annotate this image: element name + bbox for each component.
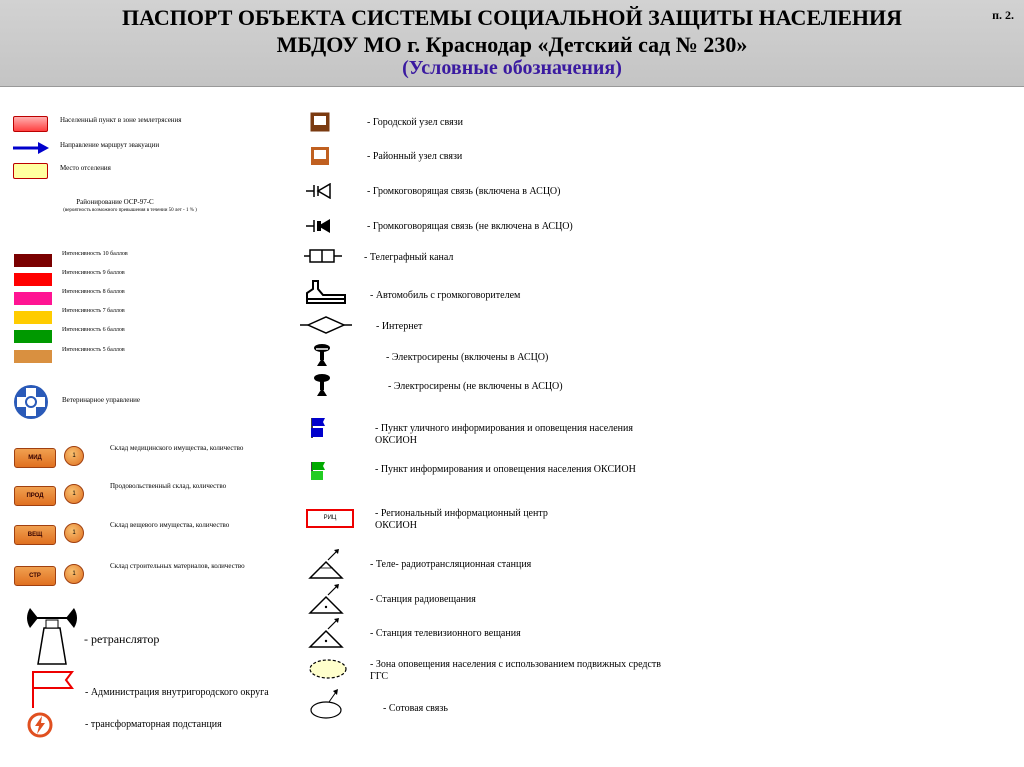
ric-label-2: ОКСИОН <box>375 520 417 531</box>
car-loudspeaker-icon <box>303 279 349 305</box>
warehouse-code-badge: СТР <box>14 566 56 586</box>
city-node-label: - Городской узел связи <box>367 117 463 128</box>
veterinary-label: Ветеринарное управление <box>62 396 140 404</box>
ric-label-1: - Региональный информационный центр <box>375 508 548 519</box>
intensity-swatch-icon <box>14 350 52 363</box>
admin-flag-icon <box>30 670 74 710</box>
siren-in-icon <box>313 343 331 367</box>
internet-label: - Интернет <box>376 321 423 332</box>
intensity-swatch-icon <box>14 311 52 324</box>
evac-arrow-icon <box>12 141 50 155</box>
settlement-label: Населенный пункт в зоне землетрясения <box>60 116 182 124</box>
radio-station-icon <box>306 583 344 615</box>
settlement-swatch-icon <box>13 116 48 132</box>
loudspeaker-out-icon <box>306 218 336 234</box>
page-number: п. 2. <box>992 8 1014 22</box>
telegraph-icon <box>304 249 344 263</box>
info-point-label: - Пункт информирования и оповещения населения ОКСИОН <box>375 464 636 475</box>
zone-label-1: - Зона оповещения населения с использованием подвижных средств <box>370 659 662 670</box>
loudspeaker-out-label: - Громкоговорящая связь (не включена в АСЦО) <box>367 221 573 232</box>
zoning-subtitle: (вероятность возможного превышения в течении 50 лет - 1 % ) <box>63 208 197 213</box>
street-point-flag-icon <box>309 416 337 440</box>
zone-label-2: ГГС <box>370 671 389 682</box>
warehouse-count-badge: 1 <box>64 484 84 504</box>
resettle-swatch-icon <box>13 163 48 179</box>
title-line-3: (Условные обозначения) <box>402 57 622 79</box>
intensity-label: Интенсивность 9 баллов <box>62 270 125 276</box>
warehouse-label: Продовольственный склад, количество <box>110 482 227 490</box>
warehouse-code-badge: МИД <box>14 448 56 468</box>
relay-label: - ретранслятор <box>84 632 160 646</box>
warehouse-count-badge: 1 <box>64 523 84 543</box>
veterinary-icon <box>13 384 49 420</box>
tv-radio-label: - Теле- радиотрансляционная станция <box>370 559 532 570</box>
mobile-alert-zone-icon <box>308 658 348 680</box>
district-node-label: - Районный узел связи <box>367 151 463 162</box>
radio-station-label: - Станция радиовещания <box>370 594 476 605</box>
title-line-2: МБДОУ МО г. Краснодар «Детский сад № 230» <box>276 32 748 57</box>
header-bar <box>0 0 1024 87</box>
substation-icon <box>27 712 53 738</box>
warehouse-code-badge: ПРОД <box>14 486 56 506</box>
title-line-1: ПАСПОРТ ОБЪЕКТА СИСТЕМЫ СОЦИАЛЬНОЙ ЗАЩИТЫ НАСЕЛЕНИЯ <box>121 5 903 30</box>
warehouse-label: Склад строительных материалов, количество <box>110 562 245 570</box>
loudspeaker-in-label: - Громкоговорящая связь (включена в АСЦО) <box>367 186 561 197</box>
intensity-swatch-icon <box>14 254 52 267</box>
siren-out-label: - Электросирены (не включены в АСЦО) <box>388 381 563 392</box>
street-point-label-1: - Пункт уличного информирования и оповещения населения <box>375 423 633 434</box>
district-node-icon <box>310 146 330 166</box>
car-loudspeaker-label: - Автомобиль с громкоговорителем <box>370 290 521 301</box>
warehouse-count-badge: 1 <box>64 446 84 466</box>
intensity-swatch-icon <box>14 273 52 286</box>
siren-in-label: - Электросирены (включены в АСЦО) <box>386 352 549 363</box>
relay-icon <box>24 606 80 666</box>
warehouse-label: Склад вещевого имущества, количество <box>110 521 230 529</box>
intensity-label: Интенсивность 5 баллов <box>62 347 125 353</box>
intensity-label: Интенсивность 10 баллов <box>62 251 128 257</box>
tv-station-icon <box>306 617 344 649</box>
warehouse-code-badge: ВЕЩ <box>14 525 56 545</box>
intensity-swatch-icon <box>14 292 52 305</box>
resettle-label: Место отселения <box>60 164 111 172</box>
siren-out-icon <box>313 373 331 397</box>
info-point-flag-icon <box>309 460 337 482</box>
warehouse-count-badge: 1 <box>64 564 84 584</box>
intensity-label: Интенсивность 6 баллов <box>62 327 125 333</box>
internet-icon <box>300 315 352 335</box>
ric-box-icon: РИЦ <box>306 509 354 528</box>
evac-route-label: Направление маршрут эвакуации <box>60 141 160 149</box>
telegraph-label: - Телеграфный канал <box>364 252 454 263</box>
tv-station-label: - Станция телевизионного вещания <box>370 628 521 639</box>
intensity-swatch-icon <box>14 330 52 343</box>
city-node-icon <box>310 112 330 132</box>
cellular-icon <box>309 686 345 720</box>
street-point-label-2: ОКСИОН <box>375 435 417 446</box>
admin-label: - Администрация внутригородского округа <box>85 687 269 698</box>
substation-label: - трансформаторная подстанция <box>85 719 222 730</box>
cellular-label: - Сотовая связь <box>383 703 448 714</box>
intensity-label: Интенсивность 7 баллов <box>62 308 125 314</box>
intensity-label: Интенсивность 8 баллов <box>62 289 125 295</box>
tv-radio-station-icon <box>306 548 344 580</box>
loudspeaker-in-icon <box>306 183 336 199</box>
warehouse-label: Склад медицинского имущества, количество <box>110 444 244 452</box>
zoning-title: Районирование ОСР-97-С <box>76 198 154 206</box>
